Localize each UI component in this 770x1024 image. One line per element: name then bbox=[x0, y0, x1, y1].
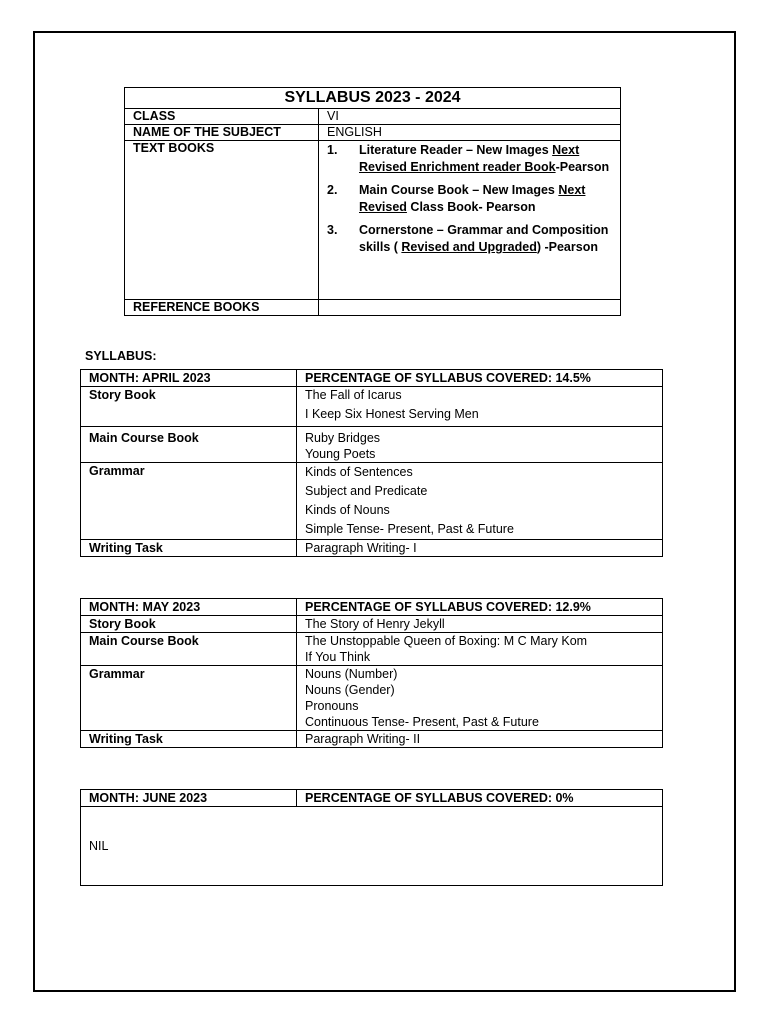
main-course-book-label: Main Course Book bbox=[81, 633, 297, 666]
class-value: VI bbox=[319, 109, 621, 125]
list-item: Kinds of Nouns bbox=[305, 503, 390, 517]
main-course-book-cell bbox=[297, 427, 663, 463]
text-books-list bbox=[319, 141, 621, 300]
reference-books-label: REFERENCE BOOKS bbox=[125, 300, 319, 316]
story-book-value: The Story of Henry Jekyll bbox=[297, 616, 663, 633]
percentage-header: PERCENTAGE OF SYLLABUS COVERED: 12.9% bbox=[297, 599, 663, 616]
text-book-title: Main Course Book – New Images bbox=[359, 183, 559, 197]
text-book-title: Literature Reader – New Images bbox=[359, 143, 553, 157]
text-book-edition: Revised and Upgraded bbox=[401, 240, 537, 254]
text-book-edition: Next Revised bbox=[359, 183, 586, 214]
subject-value: ENGLISH bbox=[319, 125, 621, 141]
june-content: NIL bbox=[81, 807, 663, 886]
writing-task-value: Paragraph Writing- II bbox=[297, 731, 663, 748]
text-book-number: 1. bbox=[327, 143, 338, 157]
month-header: MONTH: APRIL 2023 bbox=[81, 370, 297, 387]
text-book-title: Cornerstone – Grammar and Composition skills ( bbox=[359, 223, 609, 254]
story-book-label: Story Book bbox=[81, 387, 297, 427]
list-item: The Fall of Icarus bbox=[305, 388, 402, 402]
month-header: MONTH: JUNE 2023 bbox=[81, 790, 297, 807]
text-book-edition: Next Revised Enrichment reader Book bbox=[359, 143, 580, 174]
list-item: Nouns (Gender) bbox=[305, 683, 395, 697]
story-book-cell bbox=[297, 387, 663, 427]
subject-label: NAME OF THE SUBJECT bbox=[125, 125, 319, 141]
percentage-header: PERCENTAGE OF SYLLABUS COVERED: 0% bbox=[297, 790, 663, 807]
text-book-number: 2. bbox=[327, 183, 338, 197]
syllabus-header-table bbox=[124, 87, 621, 316]
june-table bbox=[80, 789, 663, 886]
grammar-cell bbox=[297, 463, 663, 540]
reference-books-value bbox=[319, 300, 621, 316]
list-item: Ruby Bridges bbox=[305, 431, 381, 445]
writing-task-value: Paragraph Writing- I bbox=[297, 540, 663, 557]
april-table bbox=[80, 369, 663, 557]
main-course-book-label: Main Course Book bbox=[81, 427, 297, 463]
list-item: The Unstoppable Queen of Boxing: M C Mary Kom bbox=[305, 634, 588, 648]
text-book-item bbox=[327, 182, 612, 216]
list-item: Young Poets bbox=[305, 447, 376, 461]
main-course-book-cell bbox=[297, 633, 663, 666]
text-book-publisher: ) -Pearson bbox=[536, 240, 598, 254]
text-book-publisher: Class Book- Pearson bbox=[406, 200, 536, 214]
syllabus-heading: SYLLABUS: bbox=[85, 349, 157, 363]
text-book-item bbox=[327, 142, 612, 176]
list-item: Pronouns bbox=[305, 699, 359, 713]
list-item: Simple Tense- Present, Past & Future bbox=[305, 522, 514, 536]
percentage-header: PERCENTAGE OF SYLLABUS COVERED: 14.5% bbox=[297, 370, 663, 387]
list-item: Nouns (Number) bbox=[305, 667, 398, 681]
list-item: Continuous Tense- Present, Past & Future bbox=[305, 715, 539, 729]
class-label: CLASS bbox=[125, 109, 319, 125]
text-book-number: 3. bbox=[327, 223, 338, 237]
writing-task-label: Writing Task bbox=[81, 731, 297, 748]
text-books-label: TEXT BOOKS bbox=[125, 141, 319, 300]
list-item: I Keep Six Honest Serving Men bbox=[305, 407, 479, 421]
text-book-item bbox=[327, 222, 612, 256]
grammar-label: Grammar bbox=[81, 463, 297, 540]
story-book-label: Story Book bbox=[81, 616, 297, 633]
grammar-cell bbox=[297, 666, 663, 731]
may-table bbox=[80, 598, 663, 748]
text-book-publisher: -Pearson bbox=[555, 160, 610, 174]
list-item: If You Think bbox=[305, 650, 371, 664]
grammar-label: Grammar bbox=[81, 666, 297, 731]
writing-task-label: Writing Task bbox=[81, 540, 297, 557]
list-item: Subject and Predicate bbox=[305, 484, 428, 498]
page-title: SYLLABUS 2023 - 2024 bbox=[125, 88, 621, 109]
list-item: Kinds of Sentences bbox=[305, 465, 413, 479]
month-header: MONTH: MAY 2023 bbox=[81, 599, 297, 616]
